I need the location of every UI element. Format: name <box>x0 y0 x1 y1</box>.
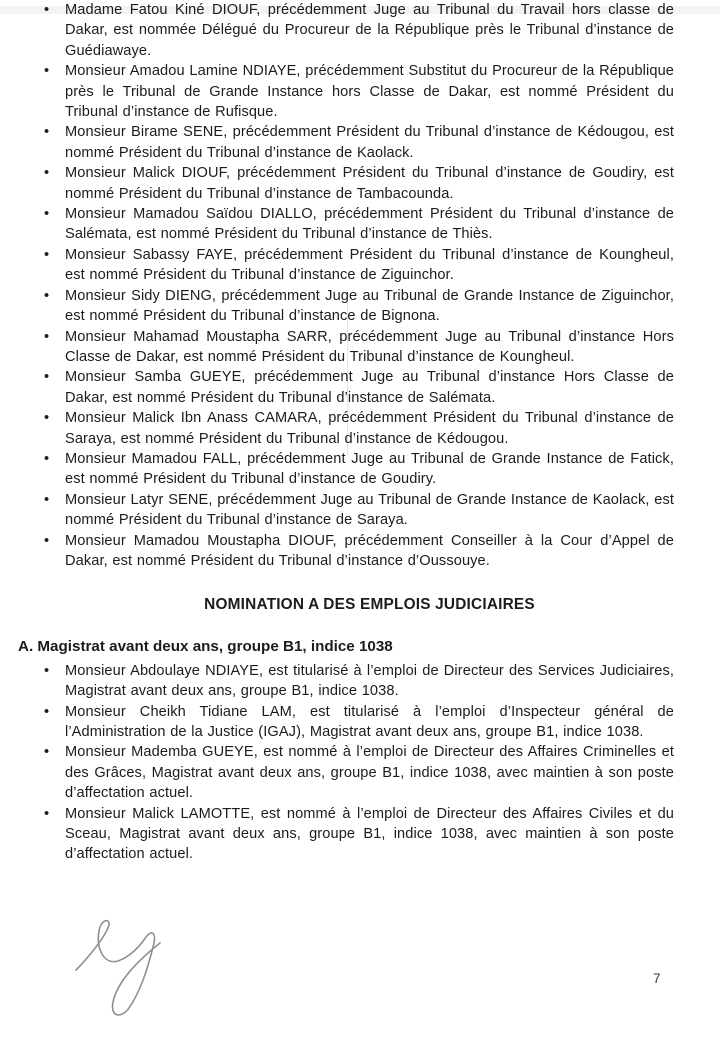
subsection-a-title: A. Magistrat avant deux ans, groupe B1, indice 1038 <box>18 638 393 656</box>
appointment-item: • Monsieur Amadou Lamine NDIAYE, précédemment Substitut du Procureur de la République près le Tribunal de Grande Instance hors Classe de Dakar, est nommé Président du Tribunal d’instance de Rufisque. <box>65 61 674 122</box>
appointment-item: • Monsieur Mahamad Moustapha SARR, précédemment Juge au Tribunal d’instance Hors Classe de Dakar, est nommé Président du Tribunal d’instance de Koungheul. <box>65 327 674 368</box>
subsection-a-list <box>0 661 720 865</box>
appointment-item: • Madame Fatou Kiné DIOUF, précédemment Juge au Tribunal du Travail hors classe de Dakar, est nommée Délégué du Procureur de la République près le Tribunal d’instance de Guédiawaye. <box>65 0 674 61</box>
appointment-item: • Monsieur Malick DIOUF, précédemment Président du Tribunal d’instance de Goudiry, est nommé Président du Tribunal d’instance de Tambacounda. <box>65 163 674 204</box>
appointment-item: • Monsieur Mamadou FALL, précédemment Juge au Tribunal de Grande Instance de Fatick, est nommé Président du Tribunal d’instance de Goudiry. <box>65 449 674 490</box>
appointment-item: • Monsieur Birame SENE, précédemment Président du Tribunal d’instance de Kédougou, est nommé Président du Tribunal d’instance de Kaolack. <box>65 122 674 163</box>
appointment-item: • Monsieur Abdoulaye NDIAYE, est titularisé à l’emploi de Directeur des Services Judiciaires, Magistrat avant deux ans, groupe B1, indice 1038. <box>65 661 674 702</box>
appointment-item: • Monsieur Cheikh Tidiane LAM, est titularisé à l’emploi d’Inspecteur général de l’Administration de la Justice (IGAJ), Magistrat avant deux ans, groupe B1, indice 1038. <box>65 702 674 743</box>
appointment-item: • Monsieur Sidy DIENG, précédemment Juge au Tribunal de Grande Instance de Ziguinchor, est nommé Président du Tribunal d’instance de Bignona. <box>65 286 674 327</box>
page-number: 7 <box>653 971 661 986</box>
appointment-item: • Monsieur Mamadou Moustapha DIOUF, précédemment Conseiller à la Cour d’Appel de Dakar, est nommé Président du Tribunal d’instance d’Oussouye. <box>65 531 674 572</box>
appointment-item: • Monsieur Mademba GUEYE, est nommé à l’emploi de Directeur des Affaires Criminelles et des Grâces, Magistrat avant deux ans, groupe B1, indice 1038, avec maintien à son poste d’affectation actuel. <box>65 742 674 803</box>
appointment-item: • Monsieur Sabassy FAYE, précédemment Président du Tribunal d’instance de Koungheul, est nommé Président du Tribunal d’instance de Ziguinchor. <box>65 245 674 286</box>
appointment-item: • Monsieur Malick Ibn Anass CAMARA, précédemment Président du Tribunal d’instance de Saraya, est nommé Président du Tribunal d’instance de Kédougou. <box>65 408 674 449</box>
appointment-item: • Monsieur Mamadou Saïdou DIALLO, précédemment Président du Tribunal d’instance de Salémata, est nommé Président du Tribunal d’instance de Thiès. <box>65 204 674 245</box>
section-heading: NOMINATION A DES EMPLOIS JUDICIAIRES <box>204 596 535 614</box>
signature-mark <box>70 916 170 1020</box>
appointment-item: • Monsieur Malick LAMOTTE, est nommé à l’emploi de Directeur des Affaires Civiles et du Sceau, Magistrat avant deux ans, groupe B1, indice 1038, avec maintien à son poste d’affectation actuel. <box>65 804 674 865</box>
appointment-item: • Monsieur Latyr SENE, précédemment Juge au Tribunal de Grande Instance de Kaolack, est nommé Président du Tribunal d’instance de Saraya. <box>65 490 674 531</box>
appointment-item: • Monsieur Samba GUEYE, précédemment Juge au Tribunal d’instance Hors Classe de Dakar, est nommé Président du Tribunal d’instance de Salémata. <box>65 367 674 408</box>
